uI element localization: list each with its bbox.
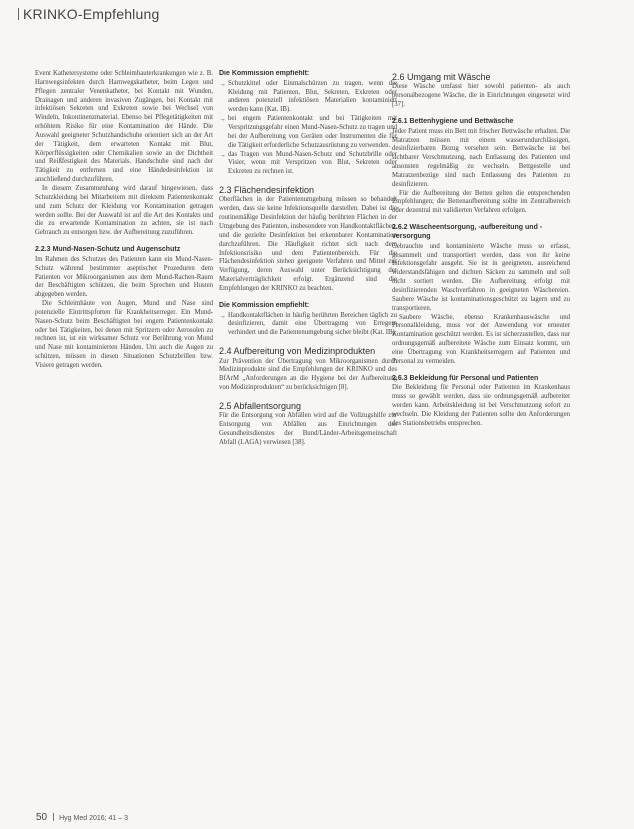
section-heading: 2.4 Aufbereitung von Medizinprodukten [219,346,376,357]
recommendation-list [219,312,397,339]
recommendation-heading: Die Kommission empfiehlt: [219,301,310,309]
paragraph: In diesem Zusammenhang wird darauf hingewiesen, dass Schutzkleidung bei Mitarbeitern mit direktem Patientenkontakt und zum Schutz der Kleidung vor Kontamination getragen werden sollte. Bei der Auswahl ist auf die Art des Kontakts und die zu erwartende Kontamination zu achten, sie ist nach Gebrauch zu entsorgen bzw. der Aufbereitung zuzuführen. [35,184,213,237]
text-column-right [392,72,570,429]
header-divider [18,8,19,20]
journal-citation: Hyg Med 2016; 41 – 3 [59,815,129,822]
paragraph: Saubere Wäsche, ebenso Krankenhauswäsche und Personalkleidung, muss vor der Anwendung vor erneuter Kontamination geschützt werden. Es ist sicherzustellen, dass nur ordnungsgemäß aufbereitete Wäsche zum Einsatz kommt, um eine Übertragung von Krankheitserregern auf Patienten und Personal zu vermeiden. [392,313,570,365]
paragraph: Event Kathetersysteme oder Schleimhauterkrankungen wie z. B. Harnwegsinfekten durch Harnwegskatheter, beim Legen und Pflegen zentraler Venenkatheter, bei Kontakt mit Wunden, Drainagen und anderen invasiven Zugängen, bei Kontakt mit infektiösen Sekreten und Exkreten sowie bei Wechsel von Windeln, Inkontinenzmaterial. Ebenso bei Pflegetätigkeiten mit erhöhtem Risiko für eine Kontamination der Hände. Die Auswahl geeigneter Schutzhandschuhe orientiert sich an der Art der Tätigkeit, dem erwarteten Kontakt mit Blut, Körperflüssigkeiten oder Chemikalien sowie an der Dichtheit und Reißfestigkeit des Materials. Handschuhe sind nach der Tätigkeit zu entfernen und eine Händedesinfektion ist anschließend durchzuführen. [35,70,213,184]
page-number: 50 [36,812,48,823]
paragraph: Im Rahmen des Schutzes des Patienten kann ein Mund-Nasen-Schutz während bestimmter aseptischer Prozeduren dem Patienten vor Mikroorganismen aus dem Mund-Rachen-Raum der Beschäftigten schützen, die beim Sprechen und Husten abgegeben werden. [35,255,213,299]
section-heading: 2.3 Flächendesinfektion [219,185,315,196]
recommendation-item: → Schutzkittel oder Einmalschürzen zu tragen, wenn die Kleidung mit Patienten, Blut, Sekreten, Exkreten oder anderen potenziell infektiösen Materialien kontaminiert werden kann (Kat. IB). [219,80,397,115]
paragraph: Die Schleimhäute von Augen, Mund und Nase sind potenzielle Eintrittspforten für Krankheitserreger. Ein Mund-Nasen-Schutz beim Beschäftigten bei engem Patientenkontakt oder bei Tätigkeiten, bei denen mit Spritzern oder Aerosolen zu rechnen ist, ist ein wirksamer Schutz vor Berührung von Mund und Nase mit kontaminierten Händen. Um auch die Augen zu schützen, müssen in diesen Situationen Schutzbrillen bzw. Visiere getragen werden. [35,300,213,369]
text-column-left [35,70,213,371]
recommendation-heading: Die Kommission empfiehlt: [219,70,310,77]
paragraph: Die Bekleidung für Personal oder Patienten im Krankenhaus muss so gewählt werden, dass sie ordnungsgemäß aufbereitet werden kann. Arbeitskleidung ist bei Verschmutzung sofort zu wechseln. Die Kleidung der Patienten sollte den Anforderungen des Stationsbetriebs entsprechen. [392,384,570,427]
section-heading: 2.5 Abfallentsorgung [219,400,302,411]
paragraph: Für die Aufbereitung der Betten gelten die entsprechenden Empfehlungen; die Bettenaufbereitung sollte im Zentralbereich oder dezentral mit validierten Verfahren erfolgen. [392,189,570,215]
page-footer [36,812,128,823]
section-heading: 2.6 Umgang mit Wäsche [392,72,491,82]
section-heading: 2.6.2 Wäscheentsorgung, -aufbereitung und -versorgung [392,224,543,240]
paragraph: Für die Entsorgung von Abfällen wird auf die Vollzugshilfe zur Entsorgung von Abfällen aus Einrichtungen des Gesundheitsdienstes der Bund/Länder-Arbeitsgemeinschaft Abfall (LAGA) verwiesen [38]. [219,412,397,446]
recommendation-item: → das Tragen von Mund-Nasen-Schutz und Schutzbrille oder Visier, wenn mit Verspritzen von Blut, Sekreten oder Exkreten zu rechnen ist. [219,151,397,178]
header-title: KRINKO-Empfehlung [23,6,160,22]
section-heading: 2.6.3 Bekleidung für Personal und Patienten [392,374,539,382]
recommendation-item: → bei engem Patientenkontakt und bei Tätigkeiten mit Verspritzungsgefahr einen Mund-Nasen-Schutz zu tragen und bei der Aufbereitung von Geräten oder Instrumenten die für die Tätigkeit erforderliche Schutzausrüstung zu verwenden. [219,115,397,150]
section-heading: 2.6.1 Bettenhygiene und Bettwäsche [392,117,514,125]
paragraph: Diese Wäsche umfasst hier sowohl patienten- als auch personalbezogene Wäsche, die in Einrichtungen eingesetzt wird [37]. [392,83,570,109]
paragraph: Zur Prävention der Übertragung von Mikroorganismen durch Medizinprodukte sind die Empfehlungen der KRINKO und des BfArM „Anforderungen an die Hygiene bei der Aufbereitung von Medizinprodukten“ zu berücksichtigen [8]. [219,357,397,392]
footer-divider [53,813,54,821]
recommendation-list [219,80,397,177]
text-column-middle [219,70,397,448]
paragraph: Jeder Patient muss ein Bett mit frischer Bettwäsche erhalten. Die Matratzen müssen mit einem wasserundurchlässigen, desinfizierbaren Bezug versehen sein. Bettwäsche ist bei sichtbarer Verschmutzung, nach Entlassung des Patienten und ansonsten regelmäßig zu wechseln. Bettgestelle und Matratzenbezüge sind nach Entlassung des Patienten zu desinfizieren. [392,127,570,188]
paragraph: Gebrauchte und kontaminierte Wäsche muss so erfasst, gesammelt und transportiert werden, dass von ihr keine Infektionsgefahr ausgeht. Sie ist in geeigneten, ausreichend widerstandsfähigen und dichten Säcken zu sammeln und soll nicht sortiert werden. Die Aufbereitung erfolgt mit desinfizierenden Waschverfahren in geeigneten Wäschereien. Saubere Wäsche ist kontaminationsgeschützt zu lagern und zu transportieren. [392,242,570,312]
page-header [18,6,159,22]
section-heading: 2.2.3 Mund-Nasen-Schutz und Augenschutz [35,246,181,254]
paragraph: Oberflächen in der Patientenumgebung müssen so behandelt werden, dass sie keine Infektionsquelle darstellen. Dabei ist die routinemäßige Desinfektion der häufig berührten Flächen in der Umgebung des Patienten, insbesondere von Handkontaktflächen, und die gezielte Desinfektion bei erkennbarer Kontamination durchzuführen. Die Häufigkeit richtet sich nach dem Infektionsrisiko und dem Patientenbereich. Für die Flächendesinfektion stehen geeignete Verfahren und Mittel zur Verfügung, deren Auswahl unter Berücksichtigung der Materialverträglichkeit erfolgt. Ergänzend sind die Empfehlungen der KRINKO zu beachten. [219,196,397,292]
recommendation-item: → Handkontaktflächen in häufig berührten Bereichen täglich zu desinfizieren, damit eine Übertragung von Erregern verhindert und die Patientenumgebung sicher bleibt (Kat. IB). [219,312,397,339]
